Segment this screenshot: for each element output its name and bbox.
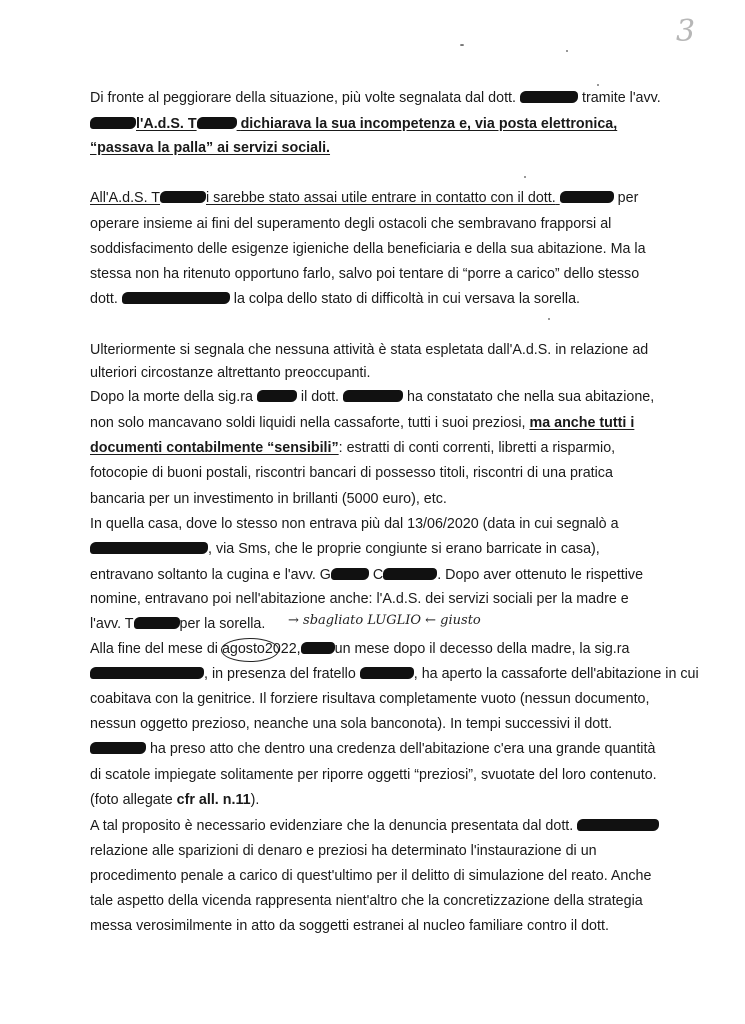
redaction-mark xyxy=(577,819,659,831)
text-line: documenti contabilmente “sensibili”: estratti di conti correnti, libretti a risparmio, xyxy=(90,440,616,456)
text-line: ha preso atto che dentro una credenza dell'abitazione c'era una grande quantità xyxy=(90,740,655,758)
text-line: coabitava con la genitrice. Il forziere risultava completamente vuoto (nessun documento, xyxy=(90,691,650,707)
text-line: tale aspetto della vicenda rappresenta nient'altro che la concretizzazione della strategia xyxy=(90,893,643,909)
redaction-mark xyxy=(160,191,206,203)
redaction-mark xyxy=(560,191,614,203)
redaction-mark xyxy=(90,542,208,554)
text-line: In quella casa, dove lo stesso non entrava più dal 13/06/2020 (data in cui segnalò a xyxy=(90,516,619,532)
redaction-mark xyxy=(90,117,136,129)
text-line: non solo mancavano soldi liquidi nella cassaforte, tutti i suoi preziosi, ma anche tutti i xyxy=(90,415,635,431)
redaction-mark xyxy=(520,91,578,103)
text-line: , via Sms, che le proprie congiunte si erano barricate in casa), xyxy=(90,540,600,558)
page-number: 3 xyxy=(676,14,696,49)
scan-speck xyxy=(524,176,526,178)
text-line: All'A.d.S. T i sarebbe stato assai utile entrare in contatto con il dott. per xyxy=(90,190,639,206)
text-line: messa verosimilmente in atto da soggetti estranei al nucleo familiare contro il dott. xyxy=(90,918,609,934)
text-line: , in presenza del fratello , ha aperto la cassaforte dell'abitazione in cui xyxy=(90,665,699,683)
text-line: operare insieme ai fini del superamento degli ostacoli che sembravano frapporsi al xyxy=(90,216,612,232)
text-line: procedimento penale a carico di quest'ultimo per il delitto di simulazione del reato. Anche xyxy=(90,868,652,884)
text-line: l'A.d.S. T dichiarava la sua incompetenza e, via posta elettronica, xyxy=(90,115,617,133)
text-line: entravano soltanto la cugina e l'avv. G C . Dopo aver ottenuto le rispettive xyxy=(90,567,644,583)
text-line: fotocopie di buoni postali, riscontri bancari di possesso titoli, riscontri di una pratica xyxy=(90,465,613,481)
text-line: Di fronte al peggiorare della situazione, più volte segnalata dal dott. tramite l'avv. xyxy=(90,90,661,106)
text-line: nessun oggetto prezioso, neanche una sola banconota). In tempi successivi il dott. xyxy=(90,716,613,732)
redaction-mark xyxy=(343,390,403,402)
redaction-mark xyxy=(301,642,335,654)
handwritten-correction: → sbagliato LUGLIO ← giusto xyxy=(288,613,481,628)
redaction-mark xyxy=(331,568,369,580)
redaction-mark xyxy=(122,292,230,304)
redaction-mark xyxy=(197,117,237,129)
scan-speck xyxy=(548,318,550,320)
handwritten-circle xyxy=(221,638,279,662)
redaction-mark xyxy=(257,390,297,402)
redaction-mark xyxy=(383,568,437,580)
text-line: stessa non ha ritenuto opportuno farlo, salvo poi tentare di “porre a carico” dello stesso xyxy=(90,266,640,282)
text-line: (foto allegate cfr all. n.11). xyxy=(90,792,260,808)
redaction-mark xyxy=(90,667,204,679)
text-line: dott. la colpa dello stato di difficoltà in cui versava la sorella. xyxy=(90,291,581,307)
redaction-mark xyxy=(134,617,180,629)
redaction-mark xyxy=(90,742,146,754)
text-line: l'avv. T per la sorella. xyxy=(90,616,266,632)
text-line: bancaria per un investimento in brillanti (5000 euro), etc. xyxy=(90,491,447,507)
text-line: Dopo la morte della sig.ra il dott. ha constatato che nella sua abitazione, xyxy=(90,389,655,405)
redaction-mark xyxy=(360,667,414,679)
text-line: soddisfacimento delle esigenze igieniche della beneficiaria e della sua abitazione. Ma la xyxy=(90,241,646,257)
text-line: nomine, entravano poi nell'abitazione anche: l'A.d.S. dei servizi sociali per la madre e xyxy=(90,591,629,607)
text-line: Ulteriormente si segnala che nessuna attività è stata espletata dall'A.d.S. in relazione ad xyxy=(90,342,649,358)
scan-speck xyxy=(460,44,464,46)
text-line: di scatole impiegate solitamente per riporre oggetti “preziosi”, svuotate del loro contenuto. xyxy=(90,767,657,783)
scan-speck xyxy=(566,50,568,52)
scan-speck xyxy=(597,84,599,86)
text-line: ulteriori circostanze altrettanto preoccupanti. xyxy=(90,365,371,381)
text-line: “passava la palla” ai servizi sociali. xyxy=(90,140,331,156)
text-line: A tal proposito è necessario evidenziare che la denuncia presentata dal dott. xyxy=(90,817,659,835)
text-line: relazione alle sparizioni di denaro e preziosi ha determinato l'instaurazione di un xyxy=(90,843,597,859)
text-line: Alla fine del mese di agosto2022, un mese dopo il decesso della madre, la sig.ra xyxy=(90,641,630,657)
